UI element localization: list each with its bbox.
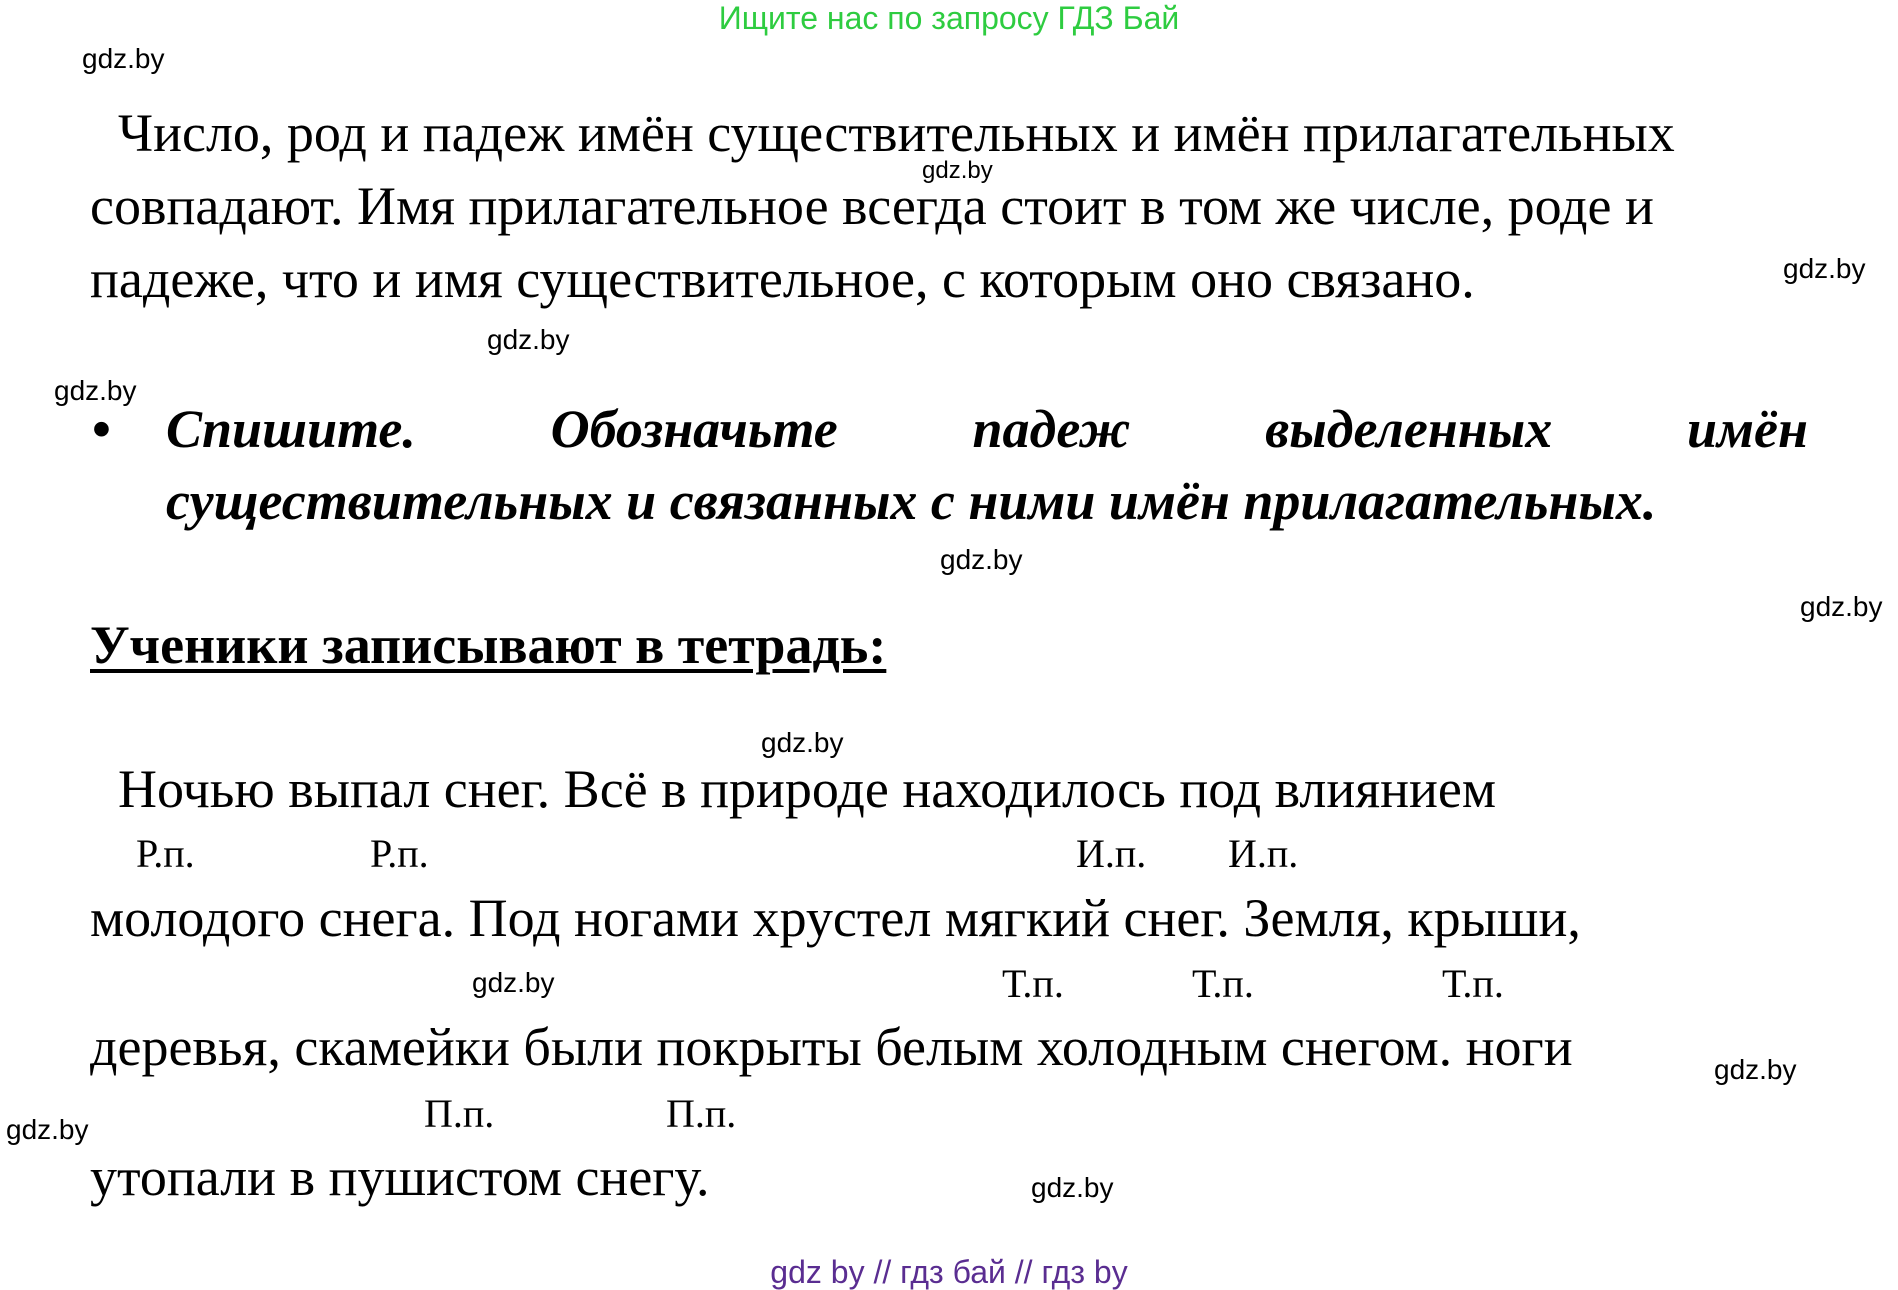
rule-line-3: падеже, что и имя существительное, с которым оно связано. xyxy=(90,249,1475,309)
case-label: Р.п. xyxy=(370,831,429,876)
bullet: • xyxy=(92,399,111,459)
case-label: Т.п. xyxy=(1192,961,1254,1006)
watermark: gdz.by xyxy=(922,157,993,184)
task-word: Обозначьте xyxy=(550,399,838,459)
watermark: gdz.by xyxy=(1800,591,1883,622)
watermark: gdz.by xyxy=(487,324,570,355)
exercise-line-4: утопали в пушистом снегу. xyxy=(90,1147,710,1207)
watermark: gdz.by xyxy=(54,375,137,406)
rule-line-1: Число, род и падеж имён существительных и имён прилагательных xyxy=(118,103,1675,163)
case-label: И.п. xyxy=(1228,831,1299,876)
exercise-line-1: Ночью выпал снег. Всё в природе находилось под влиянием xyxy=(118,759,1497,819)
task-word: выделенных xyxy=(1265,399,1553,459)
watermark: gdz.by xyxy=(1714,1054,1797,1085)
task-line-1 xyxy=(166,398,1808,460)
footer: gdz by // гдз бай // гдз by xyxy=(770,1254,1128,1290)
watermark: gdz.by xyxy=(940,544,1023,575)
case-label: Т.п. xyxy=(1002,961,1064,1006)
case-label: П.п. xyxy=(666,1091,737,1136)
case-label: Т.п. xyxy=(1442,961,1504,1006)
exercise-line-2: молодого снега. Под ногами хрустел мягкий снег. Земля, крыши, xyxy=(90,888,1581,948)
task-word: Спишите. xyxy=(166,399,416,459)
task-line-2: существительных и связанных с ними имён прилагательных. xyxy=(166,471,1657,531)
rule-line-2: совпадают. Имя прилагательное всегда стоит в том же числе, роде и xyxy=(90,176,1654,236)
top-banner: Ищите нас по запросу ГДЗ Бай xyxy=(718,0,1180,36)
watermark: gdz.by xyxy=(1783,253,1866,284)
task-word: падеж xyxy=(972,399,1131,459)
exercise-line-3: деревья, скамейки были покрыты белым холодным снегом. ноги xyxy=(90,1017,1573,1077)
task-word: имён xyxy=(1687,399,1808,459)
watermark: gdz.by xyxy=(761,727,844,758)
watermark: gdz.by xyxy=(82,43,165,74)
watermark: gdz.by xyxy=(6,1114,89,1145)
case-label: П.п. xyxy=(424,1091,495,1136)
case-label: Р.п. xyxy=(136,831,195,876)
section-heading: Ученики записывают в тетрадь: xyxy=(90,615,887,675)
watermark: gdz.by xyxy=(1031,1172,1114,1203)
watermark: gdz.by xyxy=(472,967,555,998)
case-label: И.п. xyxy=(1076,831,1147,876)
